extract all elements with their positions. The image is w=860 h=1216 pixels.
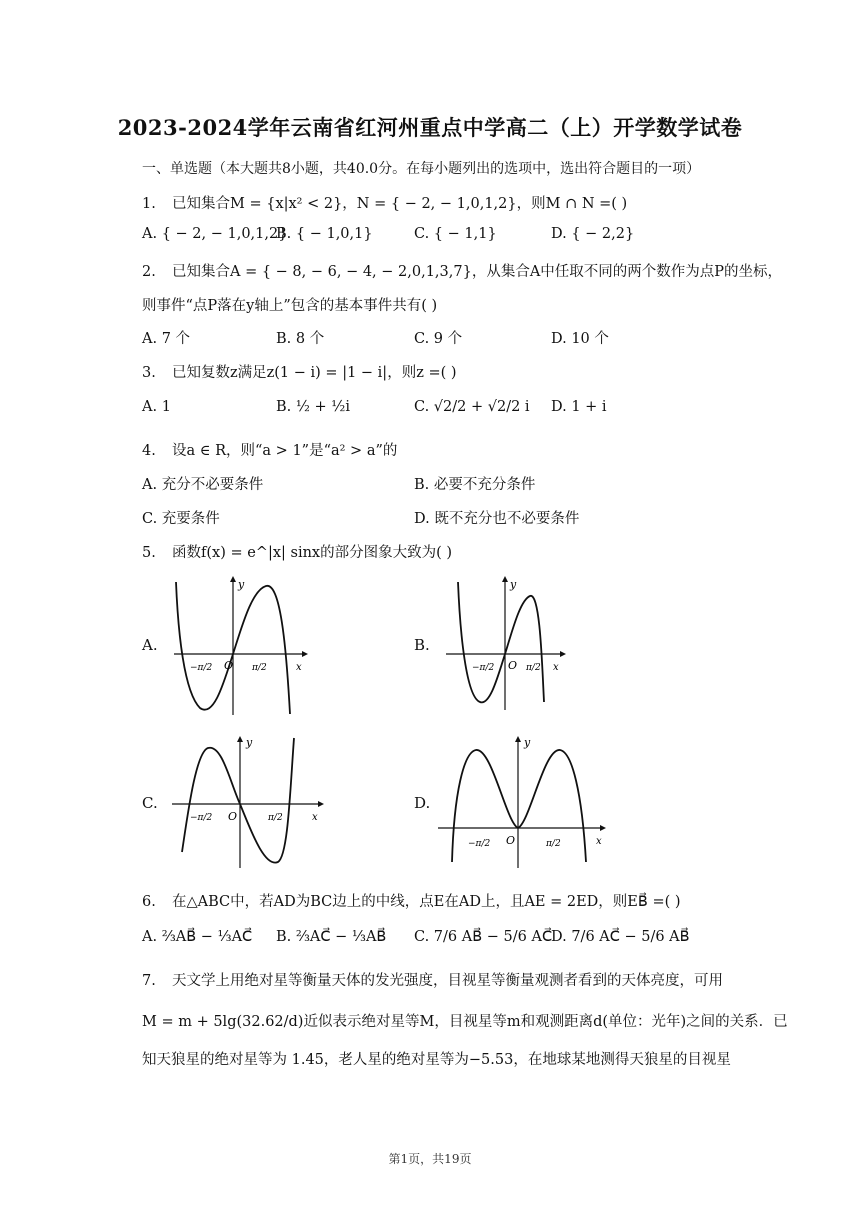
question-stem-continued: 知天狼星的绝对星等为 1.45，老人星的绝对星等为−5.53，在地球某地测得天狼星的目视星: [142, 1052, 731, 1068]
question-1: [142, 192, 627, 213]
axis-x-label: x: [553, 662, 559, 673]
option-d: D. 既不充分也不必要条件: [414, 511, 580, 527]
option-d-label: D.: [414, 794, 431, 812]
question-number: 7.: [142, 973, 156, 989]
option-a-label: A.: [142, 636, 158, 654]
tick-neg-pi-half: −π/2: [472, 663, 495, 673]
graph-d: [436, 732, 608, 870]
option-d: D. { − 2,2}: [551, 226, 635, 242]
section-heading: 一、单选题（本大题共8小题，共40.0分。在每小题列出的选项中，选出符合题目的一项）: [142, 161, 701, 177]
question-stem: 天文学上用绝对星等衡量天体的发光强度，目视星等衡量观测者看到的天体亮度，可用: [172, 973, 723, 989]
question-stem-continued: 则事件“点P落在y轴上”包含的基本事件共有( ): [142, 298, 438, 314]
question-stem: 已知集合M = {x|x² < 2}，N = { − 2, − 1,0,1,2}，则M ∩ N =( ): [172, 196, 628, 212]
option-a: A. 充分不必要条件: [142, 477, 264, 493]
graph-c: [168, 732, 326, 872]
tick-pi-half: π/2: [268, 813, 283, 823]
option-b-label: B.: [414, 636, 430, 654]
tick-neg-pi-half: −π/2: [190, 663, 213, 673]
question-5: [142, 541, 452, 562]
option-c: C. √2/2 + √2/2 i: [414, 399, 530, 415]
question-number: 1.: [142, 196, 156, 212]
question-stem-continued: M = m + 5lg(32.62/d)近似表示绝对星等M，目视星等m和观测距离d(单位：光年)之间的关系．已: [142, 1014, 788, 1030]
question-number: 4.: [142, 443, 156, 459]
option-d: D. 7/6 AC⃗ − 5/6 AB⃗: [551, 929, 690, 945]
origin-label: O: [506, 834, 516, 847]
question-number: 2.: [142, 264, 156, 280]
option-d: D. 10 个: [551, 331, 609, 347]
option-b: B. ½ + ½i: [276, 399, 350, 415]
origin-label: O: [224, 659, 234, 672]
question-stem: 函数f(x) = e^|x| sinx的部分图象大致为( ): [172, 545, 453, 561]
page-footer: 第1页，共19页: [388, 1152, 472, 1166]
tick-pi-half: π/2: [252, 663, 267, 673]
option-a: A. 7 个: [142, 331, 191, 347]
question-stem: 已知复数z满足z(1 − i) = |1 − i|，则z =( ): [172, 365, 457, 381]
question-number: 5.: [142, 545, 156, 561]
option-c: C. 充要条件: [142, 511, 220, 527]
axis-x-label: x: [296, 662, 302, 673]
tick-pi-half: π/2: [546, 839, 561, 849]
option-a: A. ⅔AB⃗ − ⅓AC⃗: [142, 929, 253, 945]
axis-x-label: x: [596, 836, 602, 847]
origin-label: O: [228, 810, 238, 823]
question-stem: 已知集合A = { − 8, − 6, − 4, − 2,0,1,3,7}，从集合A中任取不同的两个数作为点P的坐标，: [172, 264, 783, 280]
question-2: [142, 260, 782, 281]
question-4: [142, 439, 397, 460]
tick-neg-pi-half: −π/2: [468, 839, 491, 849]
option-a: A. { − 2, − 1,0,1,2}: [142, 226, 288, 242]
exam-title: 2023-2024学年云南省红河州重点中学高二（上）开学数学试卷: [117, 115, 743, 140]
origin-label: O: [508, 659, 518, 672]
axis-y-label: y: [238, 578, 245, 591]
question-stem: 设a ∈ R，则“a > 1”是“a² > a”的: [172, 443, 398, 459]
option-c: C. { − 1,1}: [414, 226, 497, 242]
option-c: C. 7/6 AB⃗ − 5/6 AC⃗: [414, 929, 553, 945]
option-c: C. 9 个: [414, 331, 463, 347]
option-d: D. 1 + i: [551, 399, 607, 415]
graph-b: [440, 572, 570, 712]
graph-a: [168, 572, 308, 717]
tick-neg-pi-half: −π/2: [190, 813, 213, 823]
question-3: [142, 361, 457, 382]
tick-pi-half: π/2: [526, 663, 541, 673]
question-number: 3.: [142, 365, 156, 381]
axis-x-label: x: [312, 812, 318, 823]
option-b: B. 必要不充分条件: [414, 477, 536, 493]
option-c-label: C.: [142, 794, 158, 812]
question-7: [142, 969, 723, 990]
axis-y-label: y: [524, 736, 531, 749]
question-number: 6.: [142, 894, 156, 910]
axis-y-label: y: [510, 578, 517, 591]
option-b: B. ⅔AC⃗ − ⅓AB⃗: [276, 929, 387, 945]
option-a: A. 1: [142, 399, 171, 415]
axis-y-label: y: [246, 736, 253, 749]
option-b: B. 8 个: [276, 331, 325, 347]
question-6: [142, 890, 681, 911]
question-stem: 在△ABC中，若AD为BC边上的中线，点E在AD上，且AE = 2ED，则EB⃗ =( ): [172, 894, 681, 910]
option-b: B. { − 1,0,1}: [276, 226, 373, 242]
